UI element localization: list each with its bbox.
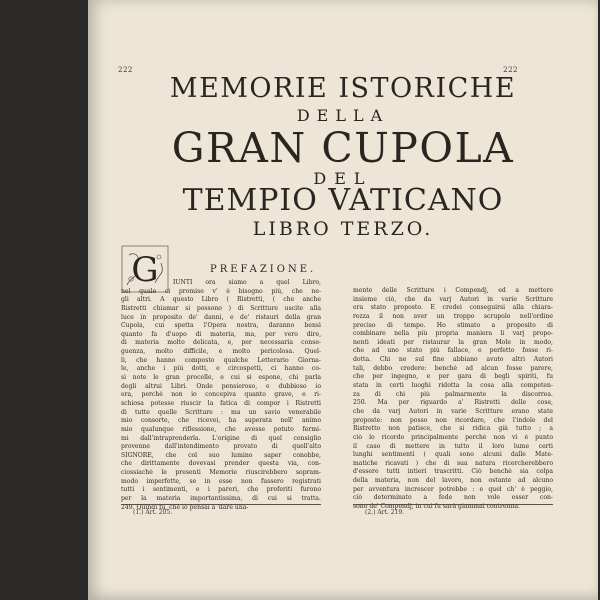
text-line: preciso di tempo. Ho stimato a proposito di — [353, 321, 553, 329]
text-line: provenne dall'intendimento provato di quell'alto — [121, 443, 321, 451]
text-line: mio qualunque riflessione, che avesse potuto fermi- — [121, 425, 321, 433]
text-line: proposte: non posso non ricordare, che l'indole del — [353, 416, 553, 424]
text-line: luce in proposito de' danni, e de' ristauri della gran — [121, 313, 321, 321]
title-line-5: TEMPIO VATICANO — [182, 183, 504, 218]
text-line: lunghi sentimenti ( quali sono alcuni dalle Mate- — [353, 451, 553, 459]
text-line: IUNTI ora siamo a quel Libro, — [173, 279, 321, 286]
text-line: ciossiachè le presenti Memorie riuscirebbero sopram- — [121, 469, 321, 477]
text-line: li, che hanno composto qualche Letterario Giorna- — [121, 356, 321, 364]
footnote-rule-right — [353, 504, 553, 505]
text-line: tali, debbo credere: benchè ad alcun fosse parere, — [353, 364, 553, 372]
text-line: tutti i sentimenti, e i pareri, che proferiti furono — [121, 486, 321, 494]
text-line: guenza, molto difficile, e molto pericolosa. Quel- — [121, 348, 321, 356]
page-number-right: 222 — [503, 66, 518, 74]
text-line: mente delle Scritture i Compendj, ed a mettere — [353, 287, 553, 294]
page-number-left: 222 — [118, 66, 133, 74]
preface-heading: PREFAZIONE. — [210, 264, 317, 275]
title-line-2: DELLA — [296, 106, 390, 125]
title-line-6: LIBRO TERZO. — [252, 218, 434, 240]
title-line-4: DEL — [313, 169, 373, 188]
footnote-right: (2.) Art. 219. — [365, 509, 405, 516]
text-line: ciò lo ricordo principalmente perchè non vi è punto — [353, 433, 553, 441]
text-line: per la materia importantissima, di cui si tratta. — [121, 495, 321, 503]
right-text-column — [353, 287, 553, 512]
text-line: della materia, non del lavoro, non ostante ad alcuno — [353, 477, 553, 485]
text-line: che da varj Autori in varie Scritture erano state — [353, 407, 553, 415]
text-line: sono de' Compendj, in cui fu sarà giammai contrenna. — [353, 503, 520, 511]
text-line: d'essere tutti intieri trascritti. Ciò benchè sia colpa — [353, 468, 553, 476]
text-line: gli altri. A questo Libro ( Ristretti, ( che anche — [121, 296, 321, 304]
book-page — [88, 0, 598, 600]
text-line: insieme ciò, che da varj Autori in varie Scritture — [353, 295, 553, 303]
text-line: stata in certi luoghi ridotta la cosa alla competen- — [353, 382, 553, 390]
text-line: che per ingegno, e per gara di begli spiriti, fu — [353, 373, 553, 381]
title-line-1: MEMORIE ISTORICHE — [169, 73, 517, 104]
text-line: per avventura increscer potrebbe : e quel ch' è peggio, — [353, 485, 553, 493]
text-line: SIGNORE, che col suo lumino saper conobbe, — [121, 451, 321, 459]
text-line: era, perchè non io concepiva quanto grave, e ri- — [121, 391, 321, 399]
dropcap-letter: G — [131, 250, 159, 290]
text-line: nenti ideati per ristaurar la gran Mole in modo, — [353, 338, 553, 346]
text-line: mi dall'intraprenderla. L'origine di quel consiglio — [121, 434, 321, 442]
text-line: matiche ricavati ) che di sua natura ricercherebbero — [353, 459, 553, 467]
text-line: schiosa potesse riuscir la fatica di compor i Ristretti — [121, 399, 321, 407]
text-line: 250. Ma per riguardo a' Ristretti delle cose, — [353, 399, 553, 407]
text-line: di materia molto delicata, e, per necessaria conse- — [121, 339, 321, 347]
text-line: combinare nella più propria maniera li varj propo- — [353, 330, 553, 338]
text-line: il caso di mettere in tutto il loro lume certi — [353, 442, 553, 450]
text-line: di tutte quelle Scritture : ma un savio venerabile — [121, 408, 321, 416]
text-line: modo imperfette, se in esse non fussero registrati — [121, 477, 321, 485]
text-line: nel quale ci promise v' è bisogno più, che ne- — [121, 287, 321, 295]
footnote-left: (1.) Art. 205. — [133, 509, 173, 516]
text-line: che dirittamente dovevasi prender questa via, con- — [121, 460, 321, 468]
text-line: za di chi più palmarmente la discorrea. — [353, 390, 553, 398]
text-line: ciò determinato a fede non vole esser con- — [353, 494, 553, 502]
text-line: 249. Quindi fu, che io pensai a 'dare una- — [121, 503, 249, 511]
left-text-column — [121, 279, 321, 512]
text-line: dotta. Chi ne sul fine abbiano avuto altri Autori — [353, 356, 553, 364]
text-line: era stato proposto. E credei conseguirsi alla chiara- — [353, 304, 553, 312]
text-line: che ad uno stato più fallace, e perfetto fosse ri- — [353, 347, 553, 355]
text-line: Ristretto non patisce, che si ridica già tutto ; a — [353, 425, 553, 433]
text-line: le, anche i più dotti, e circospetti, ci hanno co- — [121, 365, 321, 373]
text-line: Ristretti chiamar si possono ) di Scritture uscite alla — [121, 304, 321, 312]
text-line: rezza il non aver un troppo scrupolo nell'ordine — [353, 312, 553, 320]
text-line: quanto fa d'uopo di materia, ma, per vero dire, — [121, 330, 321, 338]
text-line: Cupola, cui spetta l'Opera nostra, daranno bensì — [121, 322, 321, 330]
text-line: degli altrui Libri. Onde pensieroso, e dubbioso io — [121, 382, 321, 390]
text-line: sì note le gran procelle, e cui si espone, chi parla — [121, 374, 321, 382]
footnote-rule-left — [121, 504, 321, 505]
text-line: mio consorte, che ricevei, ha superata nell' animo — [121, 417, 321, 425]
title-line-3: GRAN CUPOLA — [171, 124, 515, 172]
